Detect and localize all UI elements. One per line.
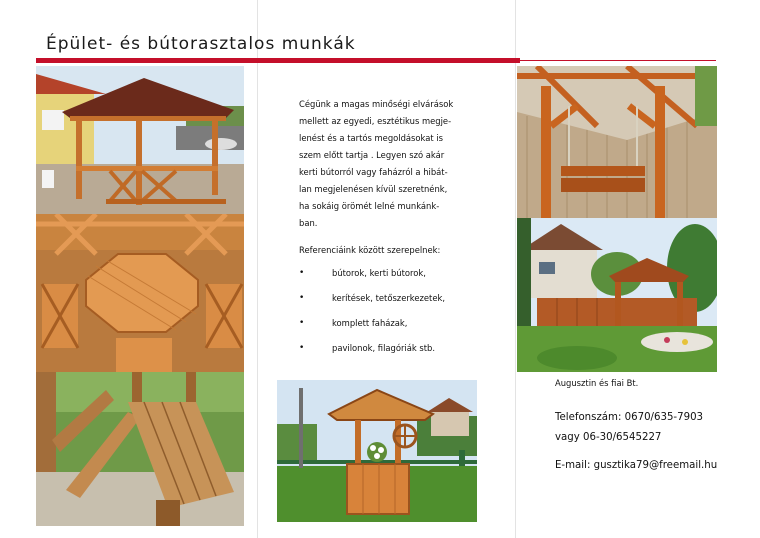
contact-block	[555, 378, 755, 476]
intro-line: lan megjelenésen kívül szeretnénk,	[299, 184, 448, 194]
intro-line: ban.	[299, 218, 318, 228]
intro-text-block	[299, 96, 461, 365]
list-item	[299, 315, 461, 340]
wishing-well-photo	[277, 380, 477, 522]
list-item	[299, 290, 461, 315]
phone-alt-line: vagy 06-30/6545227	[555, 432, 662, 443]
intro-line: mellett az egyedi, esztétikus megje-	[299, 116, 452, 126]
references-list	[299, 265, 461, 365]
contact-spacer	[555, 448, 755, 456]
email-line: E-mail: gusztika79@freemail.hu	[555, 460, 718, 471]
title-rule-thin	[520, 60, 716, 61]
intro-line: szem előtt tartja . Legyen szó akár	[299, 150, 445, 160]
list-item	[299, 340, 461, 365]
intro-line: kerti bútorról vagy faházról a hibát-	[299, 167, 448, 177]
intro-line: ha sokáig örömét lelné munkánk-	[299, 201, 440, 211]
bullet-icon: •	[299, 343, 305, 353]
intro-line: lenést és a tartós megoldásokat is	[299, 133, 443, 143]
bullet-icon: •	[299, 268, 305, 278]
swing-bench-photo	[517, 66, 717, 218]
phone-line: Telefonszám: 0670/635-7903	[555, 412, 704, 423]
company-name: Augusztin és fiai Bt.	[555, 378, 639, 388]
list-item-text: komplett faházak,	[332, 318, 408, 328]
intro-line: Cégünk a magas minőségi elvárások	[299, 99, 454, 109]
list-item-text: bútorok, kerti bútorok,	[332, 268, 426, 278]
intro-paragraph	[299, 96, 461, 232]
page-title: Épület- és bútorasztalos munkák	[46, 34, 356, 54]
list-item	[299, 265, 461, 290]
garden-gazebo-photo	[36, 66, 244, 214]
fold-line-left	[257, 0, 258, 538]
pavilion-garden-photo	[517, 218, 717, 372]
fold-line-right	[515, 0, 516, 538]
references-heading: Referenciáink között szerepelnek:	[299, 245, 441, 255]
bullet-icon: •	[299, 293, 305, 303]
rustic-bench-table-photo	[36, 372, 244, 526]
list-item-text: pavilonok, filagóriák stb.	[332, 343, 436, 353]
list-item-text: kerítések, tetőszerkezetek,	[332, 293, 446, 303]
bullet-icon: •	[299, 318, 305, 328]
title-rule	[36, 58, 520, 63]
octagonal-table-photo	[36, 214, 244, 372]
